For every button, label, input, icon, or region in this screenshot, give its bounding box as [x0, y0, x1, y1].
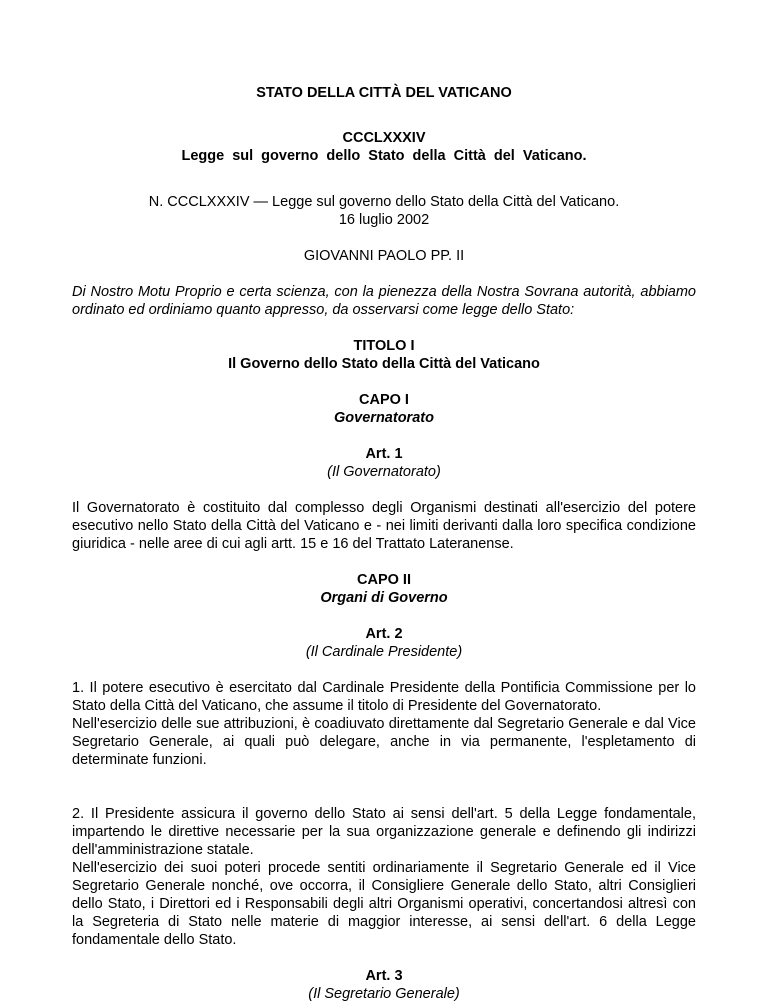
art2-para2b: Nell'esercizio dei suoi poteri procede sentiti ordinariamente il Segretario Generale ed il Vice Segretario Generale nonché, ove occorra, il Consigliere Generale dello Stato, altri Consiglieri dello Stato, i Direttori ed i Responsabili degli altri Organismi operativi, concertandosi altresì con la Segreteria di Stato nelle materie di maggior interesse, ai sensi dell'art. 6 della Legge fondamentale dello Stato. [72, 860, 696, 948]
art2-label: Art. 2 [365, 626, 403, 642]
art2-para1b: Nell'esercizio delle sue attribuzioni, è coadiuvato direttamente dal Segretario Generale e dal Vice Segretario Generale, ai quali può delegare, anche in via permanente, l'espletamento di determinate funzioni. [72, 716, 696, 768]
titolo-label: TITOLO I [353, 338, 415, 354]
capo2-name: Organi di Governo [320, 590, 448, 606]
law-number: CCCLXXXIV [342, 130, 426, 146]
art1-text: Il Governatorato è costituito dal complesso degli Organismi destinati all'esercizio del potere esecutivo nello Stato della Città del Vaticano e - nei limiti derivanti dalla loro specifica condizione giuridica - nelle aree di cui agli artt. 15 e 16 del Trattato Lateranense. [72, 500, 696, 552]
law-date: 16 luglio 2002 [338, 212, 430, 228]
art1-label: Art. 1 [365, 446, 403, 462]
art2-subtitle: (Il Cardinale Presidente) [305, 644, 463, 660]
capo2-label: CAPO II [357, 572, 411, 588]
art1-subtitle: (Il Governatorato) [327, 464, 441, 480]
capo1-label: CAPO I [359, 392, 409, 408]
preamble: Di Nostro Motu Proprio e certa scienza, con la pienezza della Nostra Sovrana autorità, abbiamo ordinato ed ordiniamo quanto appresso, da osservarsi come legge dello Stato: [72, 284, 696, 318]
art2-para1: 1. Il potere esecutivo è esercitato dal Cardinale Presidente della Pontificia Commissione per lo Stato della Città del Vaticano, che assume il titolo di Presidente del Governatorato. [72, 680, 696, 714]
pope-name: GIOVANNI PAOLO PP. II [303, 248, 465, 264]
state-title: STATO DELLA CITTÀ DEL VATICANO [256, 85, 512, 101]
capo1-name: Governatorato [334, 410, 434, 426]
art3-subtitle: (Il Segretario Generale) [308, 986, 460, 1002]
law-reference: N. CCCLXXXIV — Legge sul governo dello Stato della Città del Vaticano. [148, 194, 620, 210]
law-title: Legge sul governo dello Stato della Città del Vaticano. [181, 148, 587, 164]
art3-label: Art. 3 [365, 968, 403, 984]
titolo-name: Il Governo dello Stato della Città del Vaticano [228, 356, 540, 372]
art2-para2: 2. Il Presidente assicura il governo dello Stato ai sensi dell'art. 5 della Legge fondamentale, impartendo le direttive necessarie per la sua organizzazione generale e definendo gli indirizzi dell'amministrazione statale. [72, 806, 696, 858]
